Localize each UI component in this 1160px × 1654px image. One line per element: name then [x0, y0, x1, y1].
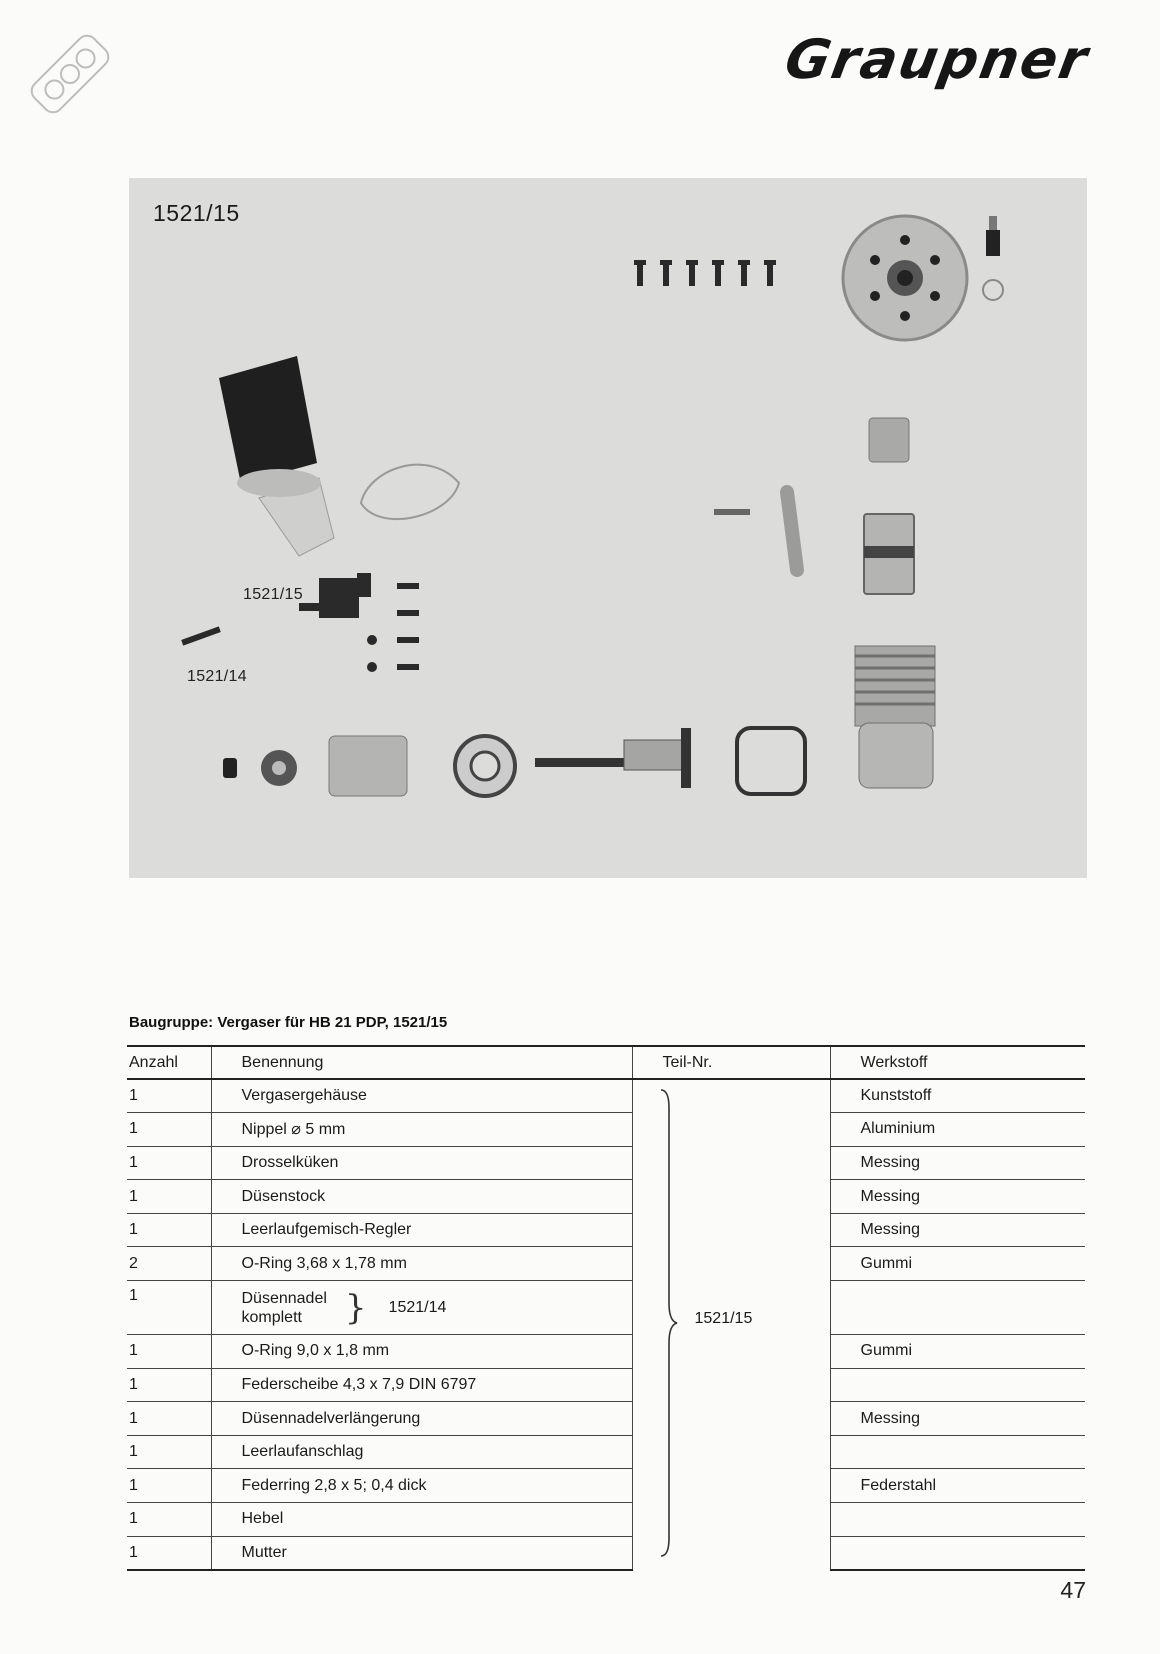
table-row: 1 Nippel ⌀ 5 mm Aluminium [127, 1113, 1085, 1147]
table-row: 1 Drosselküken Messing [127, 1146, 1085, 1180]
carburetor [181, 573, 371, 646]
table-row: 1 Leerlaufgemisch-Regler Messing [127, 1213, 1085, 1247]
photo-label-carburetor: 1521/15 [243, 586, 303, 603]
group-brace [659, 1088, 679, 1558]
header-anzahl: Anzahl [127, 1046, 211, 1079]
table-row: 1 Düsenstock Messing [127, 1180, 1085, 1214]
table-row: 1 Federscheibe 4,3 x 7,9 DIN 6797 [127, 1368, 1085, 1402]
table-row: 2 O-Ring 3,68 x 1,78 mm Gummi [127, 1247, 1085, 1281]
sub-brace: } [344, 1287, 367, 1328]
needle-assembly-cell: Düsennadel komplett } 1521/14 [241, 1287, 447, 1328]
table-row: 1 O-Ring 9,0 x 1,8 mm Gummi [127, 1335, 1085, 1369]
table-row: 1 Vergasergehäuse 1521/15 Kunststoff [127, 1079, 1085, 1113]
brand-logo: Graupner [780, 28, 1094, 91]
photo-label-needle: 1521/14 [187, 668, 247, 685]
table-row: 1 Düsennadelverlängerung Messing [127, 1402, 1085, 1436]
parts-photo [129, 178, 1087, 878]
crankcase [855, 646, 935, 788]
table-row: 1 Mutter [127, 1536, 1085, 1570]
header-benennung: Benennung [211, 1046, 632, 1079]
table-row: 1 Düsennadel komplett } 1521/14 [127, 1281, 1085, 1335]
page-number: 47 [1060, 1577, 1086, 1603]
group-part-number: 1521/15 [694, 1309, 753, 1327]
parts-table [127, 1045, 1085, 1571]
teil-nr-group-cell [632, 1079, 830, 1570]
table-row: 1 Leerlaufanschlag [127, 1435, 1085, 1469]
sub-part-number: 1521/14 [388, 1298, 447, 1316]
table-row: 1 Federring 2,8 x 5; 0,4 dick Federstahl [127, 1469, 1085, 1503]
table-header-row [127, 1046, 1085, 1079]
watermark-logo [18, 22, 122, 126]
table-row: 1 Hebel [127, 1503, 1085, 1537]
photo-part-number: 1521/15 [153, 200, 240, 226]
header-werkstoff: Werkstoff [830, 1046, 1085, 1079]
assembly-caption: Baugruppe: Vergaser für HB 21 PDP, 1521/15 [129, 1014, 448, 1031]
header-teil-nr: Teil-Nr. [632, 1046, 830, 1079]
backplate [843, 216, 967, 340]
parts-illustration [129, 178, 1087, 878]
air-filter [219, 356, 334, 556]
screws-top [634, 260, 776, 286]
